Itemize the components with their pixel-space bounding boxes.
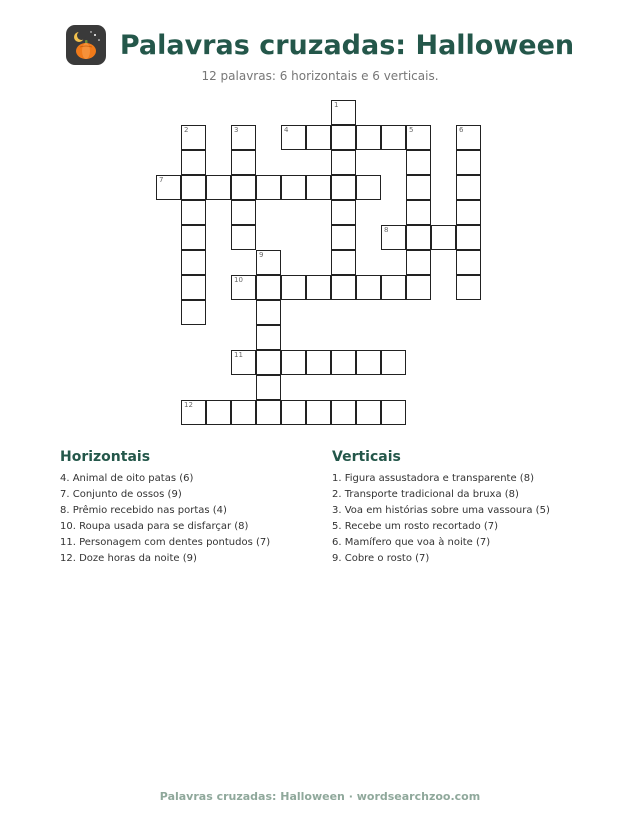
grid-cell[interactable] bbox=[256, 375, 281, 400]
grid-cell[interactable] bbox=[331, 100, 356, 125]
grid-cell[interactable] bbox=[156, 175, 181, 200]
clue-item: 5. Recebe um rosto recortado (7) bbox=[332, 521, 499, 532]
grid-cell[interactable] bbox=[381, 225, 406, 250]
grid-cell[interactable] bbox=[381, 350, 406, 375]
grid-cell[interactable] bbox=[206, 175, 231, 200]
grid-cell[interactable] bbox=[206, 400, 231, 425]
grid-cell[interactable] bbox=[406, 250, 431, 275]
grid-cell[interactable] bbox=[181, 200, 206, 225]
grid-cell[interactable] bbox=[306, 275, 331, 300]
clue-number: 9 bbox=[259, 251, 264, 259]
grid-cell[interactable] bbox=[306, 175, 331, 200]
grid-cell[interactable] bbox=[181, 400, 206, 425]
grid-cell[interactable] bbox=[231, 350, 256, 375]
clue-item: 4. Animal de oito patas (6) bbox=[60, 473, 194, 484]
grid-cell[interactable] bbox=[406, 225, 431, 250]
clue-item: 12. Doze horas da noite (9) bbox=[60, 553, 197, 564]
clue-item: 7. Conjunto de ossos (9) bbox=[60, 489, 182, 500]
grid-cell[interactable] bbox=[331, 225, 356, 250]
grid-cell[interactable] bbox=[231, 225, 256, 250]
grid-cell[interactable] bbox=[456, 125, 481, 150]
grid-cell[interactable] bbox=[181, 125, 206, 150]
grid-cell[interactable] bbox=[381, 400, 406, 425]
clue-item: 6. Mamífero que voa à noite (7) bbox=[332, 537, 491, 548]
clue-item: 2. Transporte tradicional da bruxa (8) bbox=[332, 489, 519, 500]
grid-cell[interactable] bbox=[406, 150, 431, 175]
grid-cell[interactable] bbox=[306, 400, 331, 425]
grid-cell[interactable] bbox=[306, 125, 331, 150]
grid-cell[interactable] bbox=[456, 225, 481, 250]
grid-cell[interactable] bbox=[356, 275, 381, 300]
grid-cell[interactable] bbox=[406, 125, 431, 150]
grid-cell[interactable] bbox=[456, 275, 481, 300]
grid-cell[interactable] bbox=[456, 250, 481, 275]
grid-cell[interactable] bbox=[281, 275, 306, 300]
clue-item: 8. Prêmio recebido nas portas (4) bbox=[60, 505, 227, 516]
grid-cell[interactable] bbox=[181, 150, 206, 175]
down-heading: Verticais bbox=[332, 449, 401, 465]
clue-item: 10. Roupa usada para se disfarçar (8) bbox=[60, 521, 249, 532]
grid-cell[interactable] bbox=[331, 175, 356, 200]
clue-number: 12 bbox=[184, 401, 193, 409]
grid-cell[interactable] bbox=[381, 275, 406, 300]
grid-cell[interactable] bbox=[181, 225, 206, 250]
across-heading: Horizontais bbox=[60, 449, 151, 465]
grid-cell[interactable] bbox=[281, 125, 306, 150]
clue-number: 1 bbox=[334, 101, 339, 109]
grid-cell[interactable] bbox=[331, 400, 356, 425]
clue-number: 8 bbox=[384, 226, 389, 234]
grid-cell[interactable] bbox=[231, 150, 256, 175]
grid-cell[interactable] bbox=[356, 175, 381, 200]
grid-cell[interactable] bbox=[306, 350, 331, 375]
clue-number: 2 bbox=[184, 126, 189, 134]
clue-number: 4 bbox=[284, 126, 289, 134]
down-clues bbox=[332, 449, 612, 567]
grid-cell[interactable] bbox=[406, 275, 431, 300]
clue-item: 11. Personagem com dentes pontudos (7) bbox=[60, 537, 271, 548]
grid-cell[interactable] bbox=[356, 400, 381, 425]
grid-cell[interactable] bbox=[381, 125, 406, 150]
grid-cell[interactable] bbox=[331, 275, 356, 300]
clue-item: 9. Cobre o rosto (7) bbox=[332, 553, 430, 564]
clue-number: 11 bbox=[234, 351, 243, 359]
grid-cell[interactable] bbox=[231, 125, 256, 150]
grid-cell[interactable] bbox=[231, 400, 256, 425]
clue-item: 1. Figura assustadora e transparente (8) bbox=[332, 473, 534, 484]
grid-cell[interactable] bbox=[256, 175, 281, 200]
grid-cell[interactable] bbox=[356, 350, 381, 375]
grid-cell[interactable] bbox=[281, 350, 306, 375]
grid-cell[interactable] bbox=[256, 350, 281, 375]
page-title: Palavras cruzadas: Halloween bbox=[119, 29, 575, 61]
grid-cell[interactable] bbox=[181, 250, 206, 275]
grid-cell[interactable] bbox=[256, 400, 281, 425]
clue-number: 6 bbox=[459, 126, 464, 134]
across-clues bbox=[60, 449, 340, 567]
grid-cell[interactable] bbox=[256, 325, 281, 350]
grid-cell[interactable] bbox=[331, 150, 356, 175]
grid-cell[interactable] bbox=[181, 300, 206, 325]
grid-cell[interactable] bbox=[331, 200, 356, 225]
grid-cell[interactable] bbox=[331, 350, 356, 375]
grid-cell[interactable] bbox=[256, 250, 281, 275]
grid-cell[interactable] bbox=[406, 175, 431, 200]
clue-item: 3. Voa em histórias sobre uma vassoura (5) bbox=[332, 505, 550, 516]
page-footer: Palavras cruzadas: Halloween · wordsearchzoo.com bbox=[159, 790, 481, 803]
grid-cell[interactable] bbox=[356, 125, 381, 150]
clue-number: 3 bbox=[234, 126, 239, 134]
grid-cell[interactable] bbox=[431, 225, 456, 250]
grid-cell[interactable] bbox=[231, 200, 256, 225]
grid-cell[interactable] bbox=[256, 275, 281, 300]
grid-cell[interactable] bbox=[256, 300, 281, 325]
grid-cell[interactable] bbox=[231, 275, 256, 300]
grid-cell[interactable] bbox=[406, 200, 431, 225]
grid-cell[interactable] bbox=[181, 175, 206, 200]
clue-number: 10 bbox=[234, 276, 243, 284]
clue-number: 5 bbox=[409, 126, 414, 134]
grid-cell[interactable] bbox=[281, 400, 306, 425]
grid-cell[interactable] bbox=[456, 175, 481, 200]
grid-cell[interactable] bbox=[331, 125, 356, 150]
puzzle-subtitle: 12 palavras: 6 horizontais e 6 verticais. bbox=[201, 69, 439, 83]
grid-cell[interactable] bbox=[281, 175, 306, 200]
grid-cell[interactable] bbox=[456, 150, 481, 175]
grid-cell[interactable] bbox=[456, 200, 481, 225]
grid-cell[interactable] bbox=[231, 175, 256, 200]
grid-cell[interactable] bbox=[181, 275, 206, 300]
clue-number: 7 bbox=[159, 176, 164, 184]
grid-cell[interactable] bbox=[331, 250, 356, 275]
